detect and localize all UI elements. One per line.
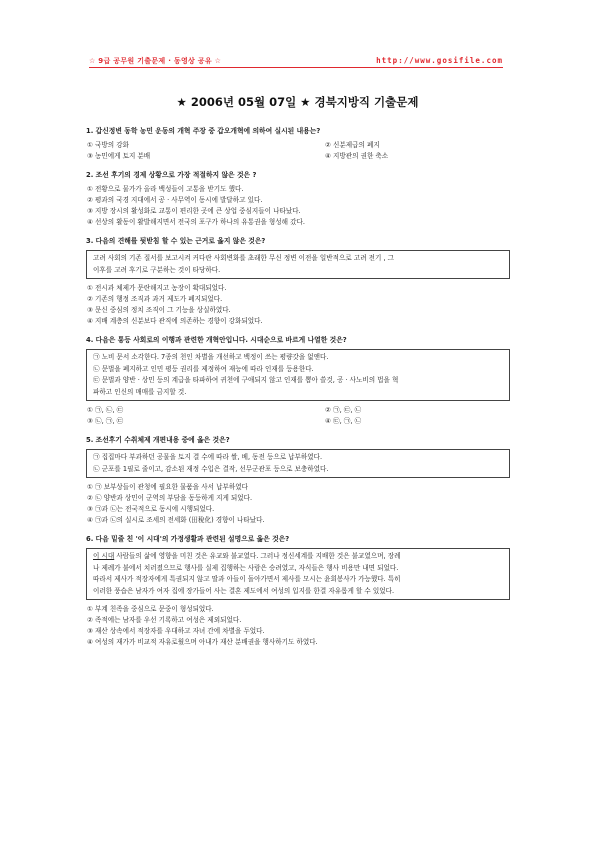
question-title: 6. 다음 밑줄 친 '이 시대'의 가정생활과 관련된 설명으로 옳은 것은? bbox=[86, 535, 290, 543]
option: ② 기존의 행정 조직과 과거 제도가 폐지되었다. bbox=[87, 295, 223, 303]
page-title: ★ 2006년 05월 07일 ★ 경북지방직 기출문제 bbox=[176, 95, 419, 109]
question-6 bbox=[86, 534, 510, 648]
option: ② 신분제급의 폐지 bbox=[325, 141, 380, 149]
header-left-text: ☆ 9급 공무원 기출문제 · 동영상 공유 ☆ bbox=[89, 57, 222, 65]
option: ④ 선상의 활동이 활발해지면서 전국의 포구가 하나의 유통권을 형성해 갔다. bbox=[87, 218, 305, 226]
passage-line: 따라서 제사가 적장자에게 특권되지 않고 딸과 아들이 돌아가면서 제사를 모시는 윤회봉사가 가능했다. 특히 bbox=[93, 575, 401, 583]
option: ① 전시과 체제가 문란해지고 농장이 확대되었다. bbox=[87, 284, 227, 292]
question-title: 2. 조선 후기의 경제 상황으로 가장 적절하지 않은 것은 ? bbox=[86, 171, 257, 179]
passage-line: ㉠ 집집마다 부과하던 공물을 토지 결 수에 따라 쌀, 베, 동전 등으로 납부하였다. bbox=[93, 453, 323, 461]
option: ③ 재산 상속에서 적장자를 우대하고 자녀 간에 차별을 두었다. bbox=[87, 627, 265, 635]
option: ② ㉠, ㉢, ㉡ bbox=[325, 406, 362, 414]
option: ② 평과의 국경 지대에서 공 · 사무역이 동시에 발달하고 있다. bbox=[87, 196, 263, 204]
question-1 bbox=[86, 126, 510, 162]
option: ② 족적에는 남자를 우선 기록하고 여성은 제외되었다. bbox=[87, 616, 242, 624]
option: ④ 여성의 재가가 비교적 자유로웠으며 아내가 재산 분배권을 행사하기도 하였다. bbox=[87, 638, 318, 646]
option: ② ㉡ 양반과 상민이 군역의 부담을 동등하게 지게 되었다. bbox=[87, 494, 253, 502]
header-website-link[interactable]: http://www.gosifile.com bbox=[376, 56, 503, 65]
question-3 bbox=[86, 236, 510, 327]
passage-line bbox=[93, 551, 503, 563]
header-divider bbox=[89, 67, 503, 68]
passage-line: ㉢ 문벌과 양반 · 상민 등의 계급을 타파하여 귀천에 구애되지 않고 인재를 뽑아 쓸것, 공 · 사노비의 법을 혁 bbox=[93, 376, 399, 384]
option: ③ ㉡, ㉠, ㉢ bbox=[87, 417, 124, 425]
passage-line: 이러한 풍습은 남자가 여자 집에 장가들어 사는 결혼 제도에서 여성의 입지를 한결 자유롭게 할 수 있었다. bbox=[93, 586, 395, 595]
question-list bbox=[86, 126, 510, 656]
passage-line: 고려 사회의 기존 질서를 보고시켜 커다란 사회변화를 초래한 무신 정변 이전을 일반적으로 고려 전기 , 그 bbox=[93, 254, 395, 262]
option: ④ ㉠과 ㉡의 실시로 조세의 전세화 (田稅化) 경향이 나타났다. bbox=[87, 516, 265, 524]
option: ① 전황으로 물가가 올라 백성들이 고통을 받기도 했다. bbox=[87, 185, 244, 193]
passage-text: 사람들의 삶에 영향을 미친 것은 유교와 불교였다. 그러나 정신세계를 지배한 것은 불교였으며, 장례 bbox=[114, 552, 401, 560]
option: ③ ㉠과 ㉡는 전국적으로 동시에 시행되었다. bbox=[87, 505, 215, 513]
passage-line: ㉠ 노비 문서 소각한다. 7종의 천인 차별을 개선하고 백정이 쓰는 평량갓을 없앤다. bbox=[93, 353, 329, 361]
question-title: 1. 갑신정변 동학 농민 운동의 개혁 주장 중 갑오개혁에 의하여 실시된 내용는? bbox=[86, 127, 321, 135]
passage-line: 이후를 고려 후기로 구분하는 것이 타당하다. bbox=[93, 265, 221, 274]
option: ① ㉠ 보부상들이 관청에 필요한 물품을 사서 납부하였다 bbox=[87, 483, 248, 491]
underlined-phrase: 이 시대 bbox=[93, 552, 115, 560]
passage-line: 나 제례가 불에서 치러졌으므로 행사를 실제 집행하는 사람은 승려였고, 자식들은 행사 비용만 내면 되었다. bbox=[93, 563, 399, 572]
passage-box bbox=[86, 250, 510, 279]
question-title: 3. 다음의 견해를 뒷받침 할 수 있는 근거로 옳지 않은 것은? bbox=[86, 237, 266, 245]
option: ③ 문신 중심의 정치 조직이 그 기능을 상실하였다. bbox=[87, 306, 231, 314]
passage-box bbox=[86, 349, 510, 401]
option: ① 국방의 강화 bbox=[87, 141, 129, 149]
option: ③ 지방 장시의 활성화로 교통이 편리한 곳에 큰 상업 중심지들이 나타났다. bbox=[87, 207, 301, 215]
passage-line: ㉡ 군포를 1필로 줄이고, 감소된 재정 수입은 결작, 선무군관포 등으로 보충하였다. bbox=[93, 464, 329, 473]
passage-box bbox=[86, 548, 510, 600]
question-4 bbox=[86, 335, 510, 427]
option: ④ 지방관의 권한 축소 bbox=[325, 152, 389, 160]
option: ④ 지배 계층의 신분보다 관직에 의존하는 경향이 강화되었다. bbox=[87, 317, 263, 325]
passage-line: 파하고 인신의 매매를 금지할 것. bbox=[93, 387, 187, 396]
option: ④ ㉢, ㉠, ㉡ bbox=[325, 417, 362, 425]
option: ③ 농민에게 토지 분배 bbox=[87, 152, 151, 160]
option: ① ㉠, ㉡, ㉢ bbox=[87, 406, 124, 414]
question-5 bbox=[86, 435, 510, 526]
passage-box bbox=[86, 449, 510, 478]
passage-line: ㉡ 문벌을 폐지하고 인민 평등 권리를 제정하여 재능에 따라 인재를 등용한다. bbox=[93, 364, 314, 373]
question-title: 5. 조선후기 수취체제 개편내용 중에 옳은 것은? bbox=[86, 436, 230, 444]
question-2 bbox=[86, 170, 510, 228]
question-title: 4. 다음은 통등 사회로의 이행과 관련한 개혁안입니다. 시대순으로 바르게 나열한 것은? bbox=[86, 336, 347, 344]
option: ① 부계 친족을 중심으로 문중이 형성되었다. bbox=[87, 605, 214, 613]
